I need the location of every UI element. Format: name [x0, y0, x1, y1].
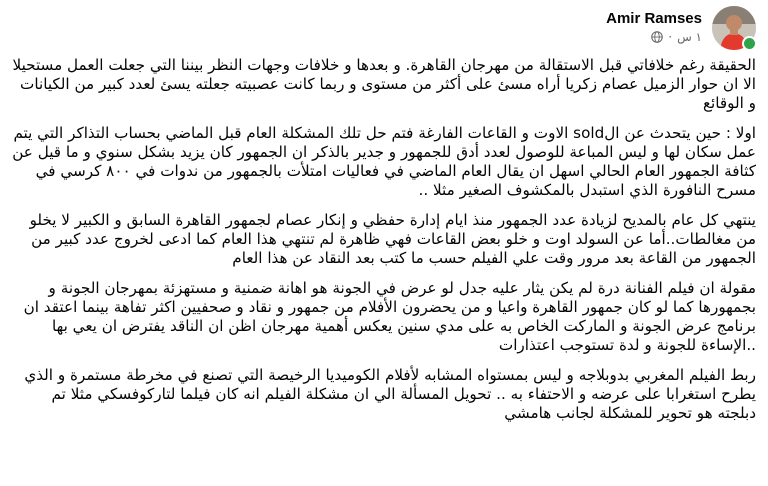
post-subline — [606, 30, 702, 44]
separator-dot: · — [668, 30, 673, 44]
post-paragraph-2: اولا : حين يتحدث عن الsold الاوت و القاعات الفارغة فتم حل تلك المشكلة العام قبل الماضي بحساب التذاكر التي يتم عمل سكان لها و ليس المباعة للوصول لعدد أدق للجمهور و جدير بالذكر ان الجمهور كان يزيد بشكل سنوي و ما قيل عن كثافة الجمهور العام الحالي اسهل ان يقال العام الماضي في فعاليات امتلأت بالجمهور من ندوات في ٨٠٠ كرسي في مسرح النافورة الذي استبدل بالمكشوف الصغير مثلا .. — [12, 124, 756, 199]
profile-avatar[interactable] — [712, 6, 756, 50]
post-meta — [606, 6, 702, 44]
post-paragraph-3: ينتهي كل عام بالمديح لزيادة عدد الجمهور منذ ايام إدارة حفظي و إنكار عصام لجمهور القاهرة السابق و الكبير لا يخلو من مغالطات..أما عن السولد اوت و خلو بعض القاعات فهي ظاهرة لم تنتهي هذا العام كما ادعى لخروج عدد كبير من الجمهور من القاعة بعد مرور وقت علي الفيلم حسب ما كتب بعد النقاد عن هذا العام — [29, 211, 756, 267]
post-body — [12, 56, 756, 434]
author-name[interactable]: Amir Ramses — [606, 10, 702, 27]
globe-icon[interactable] — [651, 31, 663, 43]
post-paragraph-4: مقولة ان فيلم الفنانة درة لم يكن يثار عليه جدل لو عرض في الجونة هو اهانة ضمنية و مستهزئة بمهرجان الجونة و بجمهورها كما لو كان جمهور القاهرة واعيا و من يحضرون الأفلام من جمهور و نقاد و صحفيين اكثر تفاهة بينما اعتقد ان برنامج عرض الجونة و الماركت الخاص به على مدي سنين يعكس أهمية مهرجان اظن ان الناقد يفترض ان يعي بها ..الإساءة للجونة و لدة تستوجب اعتذارات — [23, 279, 756, 354]
post-paragraph-1: الحقيقة رغم خلافاتي قبل الاستقالة من مهرجان القاهرة. و بعدها و خلافات وجهات النظر بيننا التي جعلت العمل مستحيلا الا ان حوار الزميل عصام زكريا أراه مسئ على أكثر من مستوى و ربما كانت عصبيته جعلته يسئ لعدد كبير من الكيانات و الوقائع — [12, 56, 756, 112]
online-status-dot — [742, 36, 757, 51]
post-paragraph-5: ربط الفيلم المغربي بدوبلاجه و ليس بمستواه المشابه لأفلام الكوميديا الرخيصة التي تصنع في مخرطة مستمرة و الذي يطرح استغرابا على عرضه و الاحتفاء به .. تحويل المسألة الي ان مشكلة الفيلم انه كان فيلما لتاركوفسكي مثلا تم دبلجته هو تحوير للمشكلة لجانب هامشي — [24, 366, 756, 422]
post-header — [606, 6, 756, 50]
post-timestamp[interactable]: ١ س — [677, 30, 702, 44]
